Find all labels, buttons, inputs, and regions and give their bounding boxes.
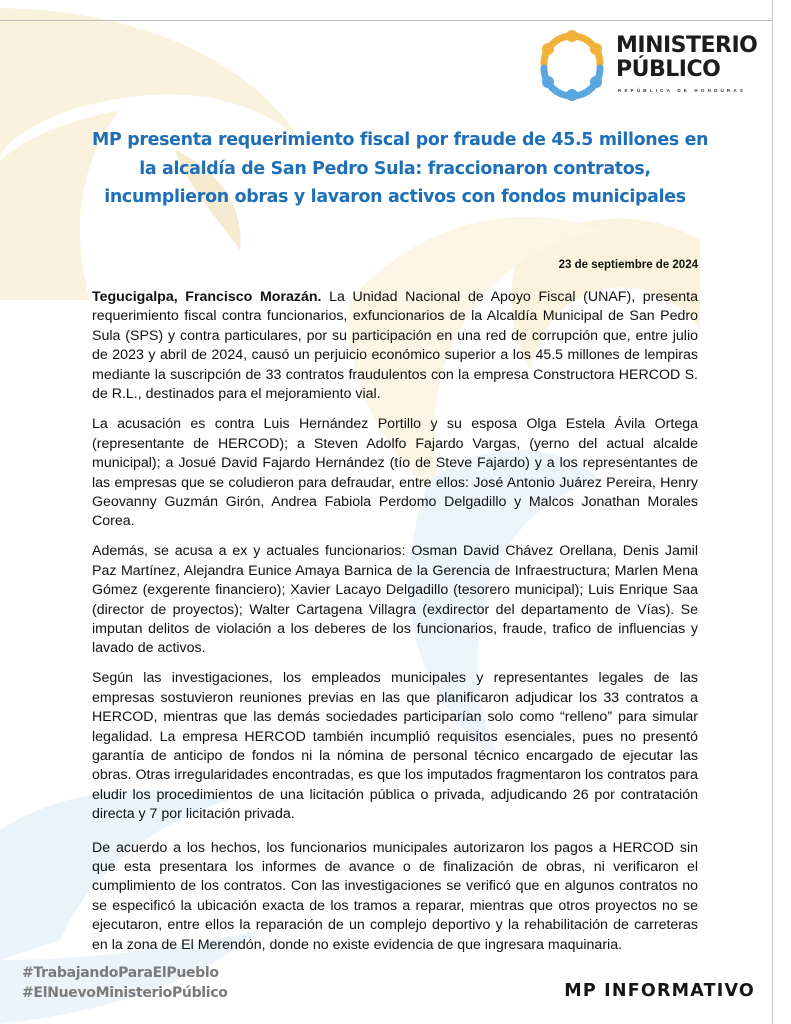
- press-release-title: [92, 126, 709, 212]
- paragraph-2: La acusación es contra Luis Hernández Portillo y su esposa Olga Estela Ávila Ortega (representante de HERCOD); a Steven Adolfo Fajardo Vargas, (yerno del actual alcalde municipal); a Josué David Fajardo Hernández (tío de Steve Fajardo) y a los representantes de las empresas que se coludieron para defraudar, entre ellos: José Antonio Juárez Pereira, Henry Geovanny Guzmán Girón, Andrea Fabiola Perdomo Delgadillo y Malcos Jonathan Morales Corea.: [92, 416, 698, 530]
- logo-head-2: [590, 43, 602, 55]
- paragraph-1-text: La Unidad Nacional de Apoyo Fiscal (UNAF), presenta requerimiento fiscal contra funcionarios, exfuncionarios de la Alcaldía Municipal de San Pedro Sula (SPS) y contra particulares, por su participación en una red de corrupción que, entre julio de 2023 y abril de 2024, causó un perjuicio económico superior a los 45.5 millones de lempiras mediante la suscripción de 33 contratos fraudulentos con la empresa Constructora HERCOD S. de R.L., destinados para el mejoramiento vial.: [92, 289, 698, 403]
- title-line: la alcaldía de San Pedro Sula: fraccionaron contratos,: [139, 158, 651, 179]
- logo-head-3: [542, 43, 554, 55]
- logo-text-ministerio: MINISTERIO: [616, 33, 758, 58]
- ministerio-publico-logo: [536, 30, 766, 102]
- article-body: [92, 288, 698, 966]
- logo-text-publico: PÚBLICO: [616, 57, 721, 82]
- hashtag: #ElNuevoMinisterioPúblico: [22, 985, 228, 1001]
- mp-informativo-label: MP INFORMATIVO: [564, 981, 755, 1001]
- paragraph-3: Además, se acusa a ex y actuales funcionarios: Osman David Chávez Orellana, Denis Jamil Paz Martínez, Alejandra Eunice Amaya Barnica de la Gerencia de Infraestructura; Marlen Mena Gómez (exgerente financiero); Xavier Lacayo Delgadillo (tesorero municipal); Luis Enrique Saa (director de proyectos); Walter Cartagena Villagra (exdirector del departamento de Vías). Se imputan delitos de violación a los deberes de los funcionarios, fraude, trafico de influencias y lavado de activos.: [92, 543, 698, 657]
- paragraph-5: De acuerdo a los hechos, los funcionarios municipales autorizaron los pagos a HERCOD sin que esta presentara los informes de avance o de finalización de obras, ni verificaron el cumplimiento de los contratos. Con las investigaciones se verificó que en algunos contratos no se especificó la ubicación exacta de los tramos a reparar, mientras que otros proyectos no se ejecutaron, entre ellos la reparación de un complejo deportivo y la rehabilitación de carreteras en la zona de El Merendón, donde no existe evidencia de que ingresara maquinaria.: [92, 839, 698, 953]
- paragraph-4: Según las investigaciones, los empleados municipales y representantes legales de las empresas sostuvieron reuniones previas en las que planificaron adjudicar los 33 contratos a HERCOD, mientras que las demás sociedades participarían solo como “relleno” para simular legalidad. La empresa HERCOD también incumplió requisitos esenciales, pues no presentó garantía de anticipo de fondos ni la nómina de personal técnico encargado de ejecutar las obras. Otras irregularidades encontradas, es que los imputados fragmentaron los contratos para eludir los procedimientos de una licitación pública o privada, adjudicando 26 por contratación directa y 7 por licitación privada.: [92, 670, 698, 823]
- title-line: incumplieron obras y lavaron activos con fondos municipales: [104, 187, 686, 207]
- frame-top-line: [0, 20, 773, 21]
- logo-head-5: [542, 76, 554, 88]
- paragraph-1: [92, 288, 698, 404]
- logo-people-ring-icon: [536, 30, 608, 102]
- logo-head-6: [566, 89, 578, 101]
- frame-right-line: [772, 0, 773, 1024]
- publication-date: 23 de septiembre de 2024: [558, 259, 698, 271]
- dateline: Tegucigalpa, Francisco Morazán.: [92, 289, 322, 305]
- logo-head-4: [590, 76, 602, 88]
- logo-head-1: [566, 30, 578, 42]
- footer-hashtags: [22, 963, 228, 1003]
- hashtag: #TrabajandoParaElPueblo: [22, 965, 219, 981]
- title-line: MP presenta requerimiento fiscal por fraude de 45.5 millones en: [92, 130, 709, 150]
- logo-tagline: REPÚBLICA DE HONDURAS: [618, 88, 747, 93]
